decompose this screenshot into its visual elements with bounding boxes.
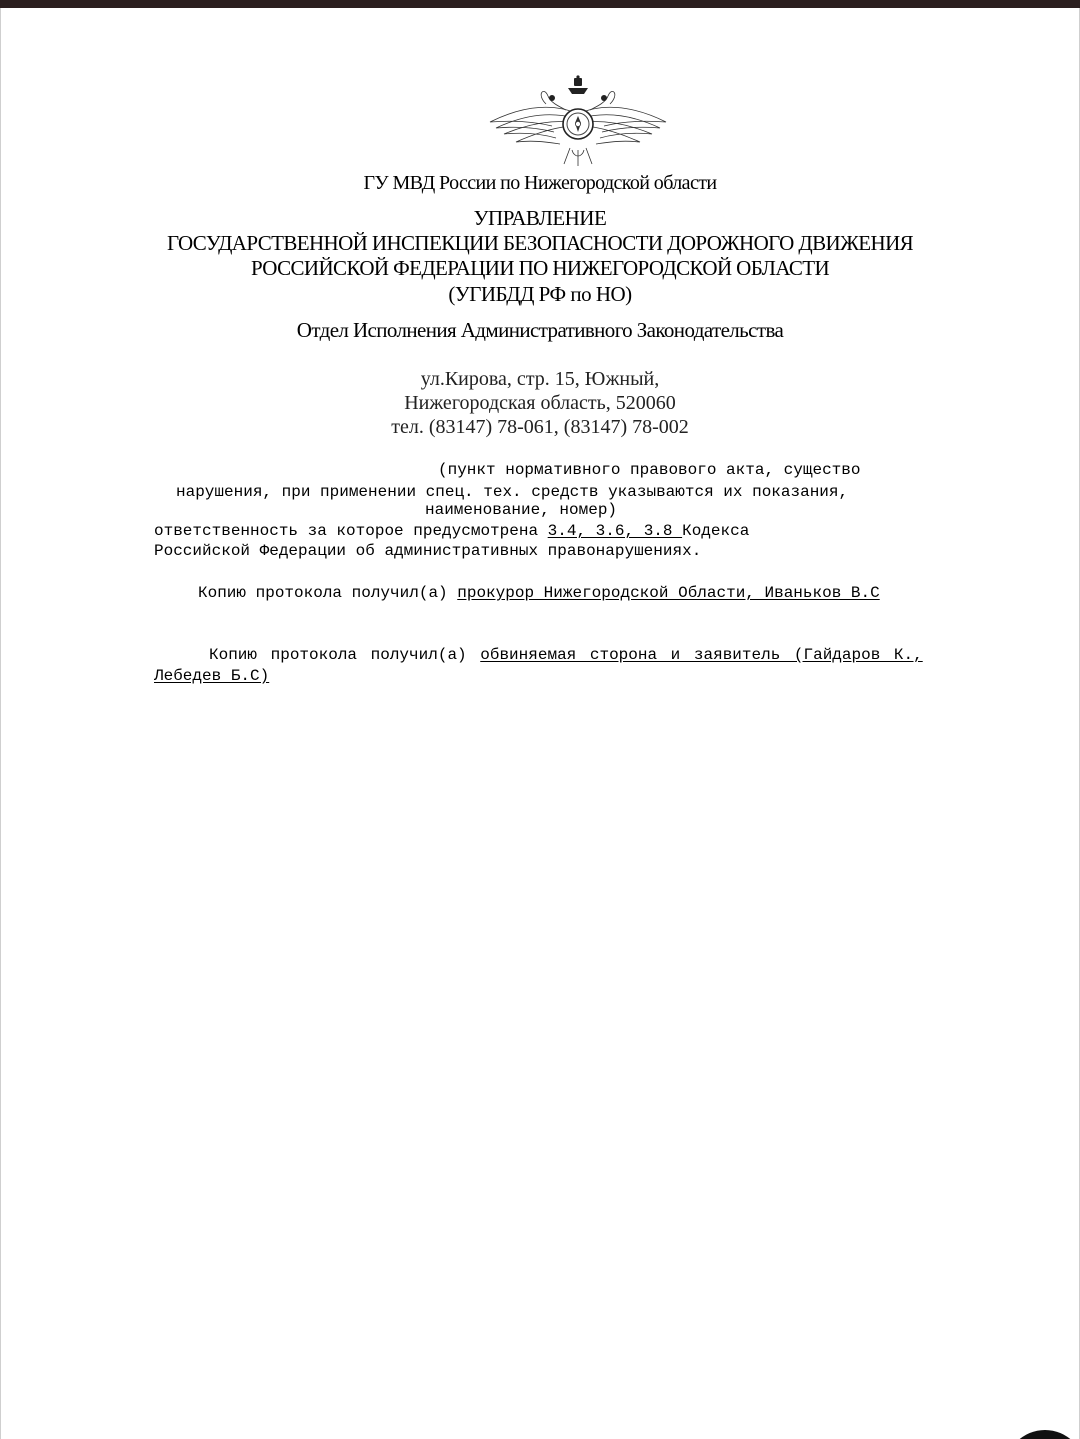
department-abbreviation: (УГИБДД РФ по НО) — [448, 282, 632, 306]
department-title-line-1: УПРАВЛЕНИЕ — [473, 206, 607, 230]
copy-received-1 — [198, 583, 880, 603]
copy-received-2 — [209, 645, 923, 665]
ministry-title: ГУ МВД России по Нижегородской области — [363, 172, 717, 194]
viewer-top-bar — [0, 0, 1080, 8]
liability-suffix: Кодекса — [682, 522, 750, 540]
double-headed-eagle-emblem-icon — [486, 74, 670, 168]
copy-received-2-recipient-line2: Лебедев Б.С) — [154, 667, 270, 685]
phone-line: тел. (83147) 78-061, (83147) 78-002 — [391, 416, 689, 438]
hint-line-2: нарушения, при применении спец. тех. средств указываются их показания, — [176, 483, 849, 501]
copy-received-1-recipient: прокурор Нижегородской Области, Иваньков В.С — [457, 584, 880, 602]
copy-received-2-continued — [154, 666, 269, 686]
hint-line-3: наименование, номер) — [425, 501, 618, 519]
liability-prefix: ответственность за которое предусмотрена — [154, 522, 548, 540]
liability-line-1 — [154, 521, 749, 541]
address-line-1: ул.Кирова, стр. 15, Южный, — [420, 368, 660, 390]
department-title-line-3: РОССИЙСКОЙ ФЕДЕРАЦИИ ПО НИЖЕГОРОДСКОЙ ОБЛАСТИ — [250, 256, 830, 280]
liability-line-2: Российской Федерации об административных правонарушениях. — [154, 542, 702, 560]
floating-action-button[interactable] — [1005, 1430, 1080, 1439]
department-title-line-2: ГОСУДАРСТВЕННОЙ ИНСПЕКЦИИ БЕЗОПАСНОСТИ ДОРОЖНОГО ДВИЖЕНИЯ — [166, 231, 914, 255]
copy-received-2-recipient-line1: обвиняемая сторона и заявитель (Гайдаров К., — [480, 646, 923, 664]
copy-received-1-label: Копию протокола получил(а) — [198, 584, 458, 602]
address-line-2: Нижегородская область, 520060 — [404, 392, 676, 414]
copy-received-2-label: Копию протокола получил(а) — [209, 646, 481, 664]
liability-articles: 3.4, 3.6, 3.8 — [547, 522, 683, 540]
hint-line-1: (пункт нормативного правового акта, существо — [438, 461, 861, 479]
office-name: Отдел Исполнения Административного Законодательства — [296, 318, 784, 342]
